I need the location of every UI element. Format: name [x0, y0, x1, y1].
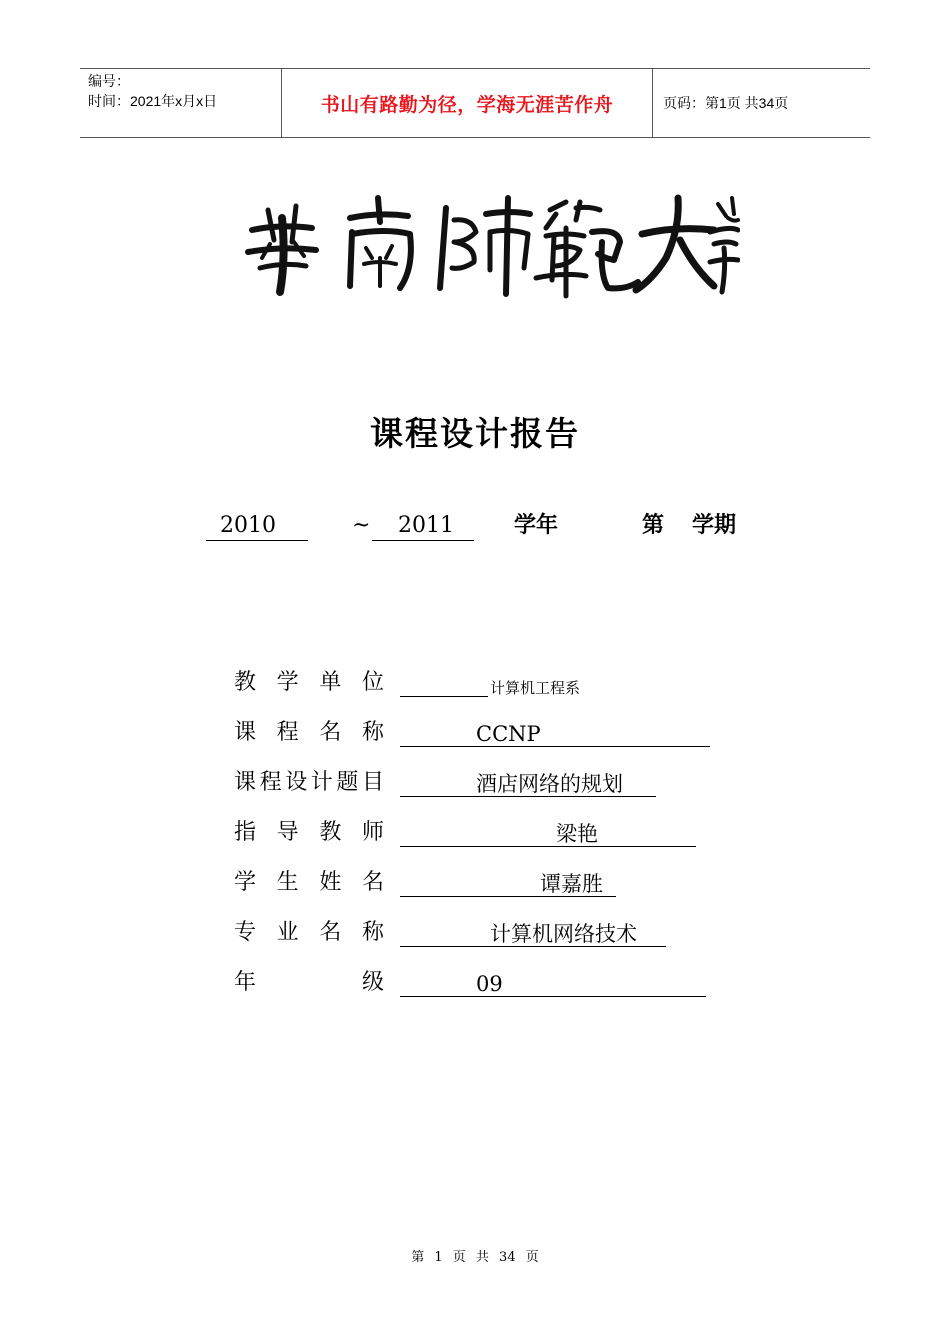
field-value: 计算机网络技术	[490, 922, 637, 946]
field-label	[234, 818, 384, 848]
field-value-line	[400, 870, 616, 897]
field-label-char: 程	[276, 720, 299, 745]
field-label-char: 指	[234, 820, 257, 845]
field-label-char: 学	[276, 670, 299, 695]
field-label-char: 生	[276, 870, 299, 895]
field-label-char: 设	[285, 770, 308, 795]
field-label	[234, 668, 384, 698]
field-label-char: 称	[361, 920, 384, 945]
field-label	[234, 868, 384, 898]
field-value: 09	[476, 972, 503, 996]
field-row	[234, 868, 734, 902]
term-end-year-field	[372, 512, 474, 541]
field-label-char: 师	[361, 820, 384, 845]
term-semester-label: 学期	[692, 513, 737, 538]
field-label	[234, 968, 384, 998]
field-label-char: 专	[234, 920, 257, 945]
field-value-line	[400, 820, 696, 847]
header-page-info: 页码：第1页 共34页	[663, 95, 789, 111]
field-label-char: 级	[361, 970, 384, 995]
field-label	[234, 768, 384, 798]
field-row	[234, 918, 734, 952]
term-start-year-field	[206, 512, 308, 541]
field-row	[234, 718, 734, 752]
term-start-year: 2010	[220, 513, 276, 538]
report-title: 课程设计报告	[370, 414, 580, 453]
field-value: 酒店网络的规划	[476, 772, 623, 796]
field-label	[234, 718, 384, 748]
university-calligraphy-logo	[240, 188, 740, 308]
field-row	[234, 968, 734, 1002]
header-time: 时间：2021年x月x日	[88, 93, 218, 109]
field-label-char: 课	[234, 770, 257, 795]
field-label-char: 导	[276, 820, 299, 845]
field-label-char: 称	[361, 720, 384, 745]
field-value-line	[400, 920, 666, 947]
field-value-line	[400, 970, 706, 997]
field-label-char: 计	[310, 770, 333, 795]
field-value: CCNP	[476, 722, 541, 746]
field-value: 计算机工程系	[490, 679, 581, 697]
field-value: 梁艳	[556, 822, 598, 846]
field-label-char: 题	[336, 770, 359, 795]
field-value-line	[400, 770, 656, 797]
page-header	[80, 68, 870, 138]
field-label-char: 业	[276, 920, 299, 945]
field-label-char: 学	[234, 870, 257, 895]
field-row	[234, 818, 734, 852]
field-label-char: 位	[361, 670, 384, 695]
term-tilde: ~	[352, 513, 371, 538]
field-row	[234, 768, 734, 802]
field-label-char: 课	[234, 720, 257, 745]
field-value-line	[400, 670, 581, 697]
page-footer: 第 1 页 共 34 页	[411, 1250, 539, 1265]
term-semester-di: 第	[642, 513, 665, 538]
field-label-char: 名	[361, 870, 384, 895]
field-row	[234, 668, 734, 702]
header-number: 编号：	[88, 73, 130, 89]
field-label-char: 目	[361, 770, 384, 795]
header-meta	[80, 69, 281, 137]
field-label-char: 单	[319, 670, 342, 695]
field-label-char: 名	[319, 920, 342, 945]
term-end-year: 2011	[398, 513, 454, 538]
field-label-char: 名	[319, 720, 342, 745]
field-value-line	[400, 720, 710, 747]
field-label-char: 程	[259, 770, 282, 795]
header-motto: 书山有路勤为径，学海无涯苦作舟	[281, 69, 653, 137]
field-value: 谭嘉胜	[540, 872, 603, 896]
term-year-label: 学年	[514, 513, 559, 538]
field-label	[234, 918, 384, 948]
field-label-char: 年	[234, 970, 257, 995]
calligraphy-logo-icon	[240, 188, 740, 308]
field-label-char: 教	[234, 670, 257, 695]
field-label-char: 教	[319, 820, 342, 845]
academic-term	[0, 512, 950, 548]
field-label-char: 姓	[319, 870, 342, 895]
